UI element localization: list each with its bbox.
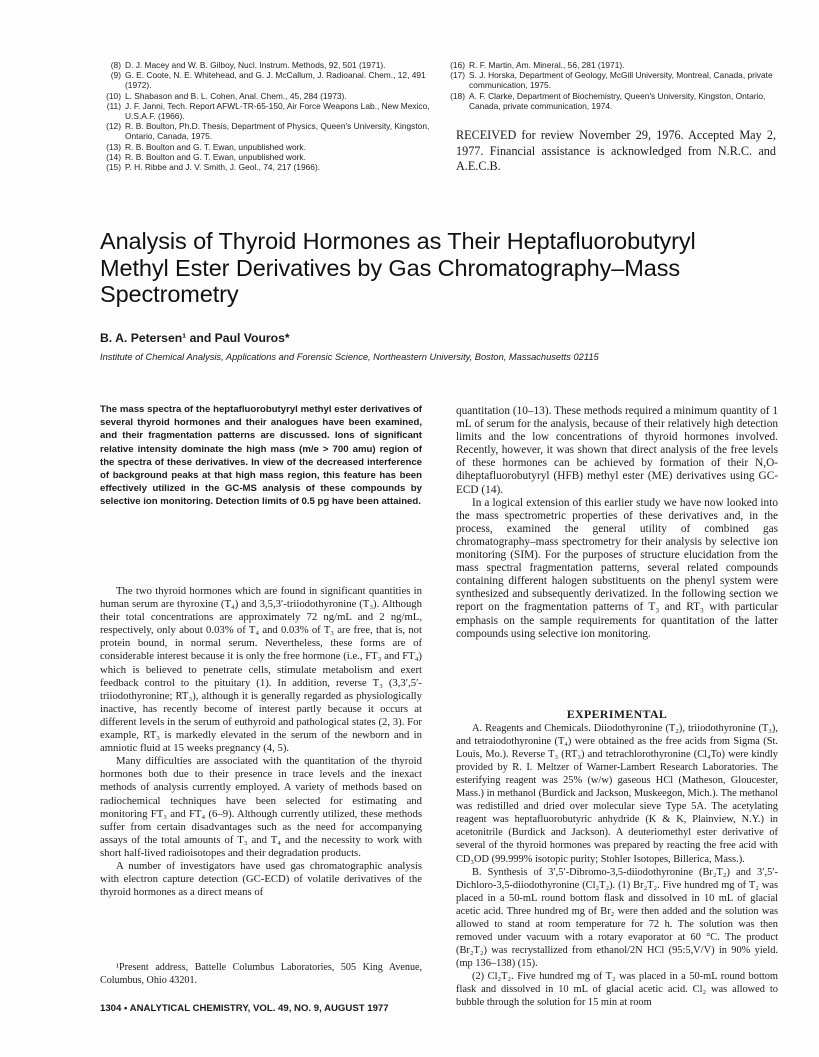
reference-item: (18) A. F. Clarke, Department of Biochemistry, Queen's University, Kingston, Ontario, Canada, private communication, 1974.	[450, 90, 766, 111]
paragraph: Many difficulties are associated with the quantitation of the thyroid hormones both due to their presence in trace levels and the inexact methods of analysis currently employed. A variety of methods based on radiochemical techniques have been selected for estimating and monitoring FT₃ and FT₄ (6–9). Although currently utilized, these methods suffer from certain disadvantages such as the need for accompanying assays of the total amounts of T₃ and T₄ and the necessity to work with short half-lived radioisotopes and their degradation products.	[100, 755, 422, 859]
paragraph: B. Synthesis of 3′,5′-Dibromo-3,5-diiodothyronine (Br₂T₂) and 3′,5′-Dichloro-3,5-diiodothyronine (Cl₂T₂). (1) Br₂T₂. Five hundred mg of T₂ was placed in a 50-mL round bottom flask and dissolved in 10 mL of glacial acetic acid. Three hundred mg of Br₂ were then added and the solution was allowed to stand at room temperature for 72 h. The solution was then removed under vacuum with a rotary evaporator at 60 °C. The product (Br₂T₂) was recrystallized from ethanol/2N HCl (95:5,V/V) in 90% yield. (mp 136–138) (15).	[456, 866, 778, 969]
footnote: ¹Present address, Battelle Columbus Laboratories, 505 King Avenue, Columbus, Ohio 43201.	[100, 962, 422, 986]
page-footer: 1304 • ANALYTICAL CHEMISTRY, VOL. 49, NO. 9, AUGUST 1977	[100, 1003, 389, 1014]
references-right	[445, 60, 777, 111]
paragraph: quantitation (10–13). These methods required a minimum quantity of 1 mL of serum for the analysis, because of their relatively high detection limits and the low concentrations of thyroid hormones involved. Recently, however, it was shown that direct analysis of the free levels of these hormones can be achieved by formation of their N,O-diheptafluorobutyryl (HFB) methyl ester (ME) derivatives using GC-ECD (14).	[456, 405, 778, 496]
section-heading: EXPERIMENTAL	[566, 707, 668, 721]
reference-item: (14) R. B. Boulton and G. T. Ewan, unpublished work.	[106, 151, 306, 162]
reference-item: (13) R. B. Boulton and G. T. Ewan, unpublished work.	[106, 141, 306, 152]
references-left	[101, 60, 431, 172]
abstract: The mass spectra of the heptafluorobutyryl methyl ester derivatives of several thyroid hormones and their analogues have been examined, and their fragmentation patterns are discussed. Ions of significant relative intensity dominate the high mass (m/e > 700 amu) region of the spectra of these derivatives. In view of the decreased interference of background peaks at that high mass region, this feature has been effectively utilized in the GC-MS analysis of these compounds by selective ion monitoring. Detection limits of 0.5 pg have been attained.	[100, 404, 422, 508]
paragraph: In a logical extension of this earlier study we have now looked into the mass spectrometric properties of these derivatives and, in the process, examined the general utility of combined gas chromatography–mass spectrometry for their analysis by selective ion monitoring (SIM). For the purposes of structure elucidation from the mass spectral fragmentation patterns, several related compounds containing different halogen substituents on the phenyl system were synthesized and subsequently derivatized. In the following section we report on the fragmentation patterns of T₃ and RT₃ with particular emphasis on the sample requirements for quantitation of the latter compounds using selective ion monitoring.	[456, 496, 778, 640]
paragraph: A number of investigators have used gas chromatographic analysis with electron capture detection (GC-ECD) of volatile derivatives of the thyroid hormones as a direct means of	[100, 859, 422, 899]
paragraph: The two thyroid hormones which are found in significant quantities in human serum are thyroxine (T₄) and 3,5,3′-triiodothyronine (T₃). Although their total concentrations are approximately 72 ng/mL and 2 ng/mL, respectively, only about 0.03% of T₄ and 0.03% of T₃ are free, that is, not protein bound, in normal serum. Nevertheless, these forms are of considerable interest because it is only the free hormone (i.e., FT₃ and FT₄) which is believed to penetrate cells, stimulate metabolism and exert feedback control to the pituitary (1). In addition, reverse T₃ (3,3′,5′-triiodothyronine; RT₃), although it is generally regarded as physiologically inactive, has recently become of interest partly because it occurs at different levels in the serum of euthyroid and pathological states (2, 3). For example, RT₃ is markedly elevated in the serum of the newborn and in amniotic fluid at 15 weeks pregnancy (4, 5).	[100, 585, 422, 755]
reference-item: (10) L. Shabason and B. L. Cohen, Anal. Chem., 45, 284 (1973).	[106, 90, 347, 101]
authors: B. A. Petersen¹ and Paul Vouros*	[100, 331, 290, 345]
paragraph: A. Reagents and Chemicals. Diiodothyronine (T₂), triiodothyronine (T₃), and tetraiodothyronine (T₄) were obtained as the free acids from Sigma (St. Louis, Mo.). Reverse T₃ (RT₃) and tetrachlorothyronine (Cl₄To) were kindly provided by R. I. Meltzer of Warner-Lambert Research Laboratories. The esterifying reagent was 25% (w/w) gaseous HCl (Matheson, Gloucester, Mass.) in methanol (Burdick and Jackson, Muskeegon, Mich.). The methanol was redistilled and dried over molecular sieve Type 5A. The acetylating reagent was heptafluorobutyric anhydride (K & K, Plainview, N.Y.) in acetonitrile (Burdick and Jackson). A deuteriomethyl ester derivative of several of the thyroid hormones was prepared by reacting the free acid with CD₃OD (99.999% isotopic purity; Stohler Isotopes, Billerica, Mass.).	[456, 723, 778, 865]
title-line: Methyl Ester Derivatives by Gas Chromatography–Mass	[100, 254, 681, 281]
reference-item: (15) P. H. Ribbe and J. V. Smith, J. Geol., 74, 217 (1966).	[106, 162, 321, 173]
right-column-intro	[456, 405, 778, 641]
left-column-body	[100, 585, 422, 899]
reference-item: (11) J. F. Janni, Tech. Report AFWL-TR-65-150, Air Force Weapons Lab., New Mexico, U.S.A.F. (1966).	[106, 100, 430, 122]
paragraph: (2) Cl₂T₂. Five hundred mg of T₂ was placed in a 50-mL round bottom flask and dissolved in 10 mL of glacial acetic acid. Cl₂ was allowed to bubble through the solution for 15 min at room	[456, 970, 778, 1009]
reference-item: (8) D. J. Macey and W. B. Gilboy, Nucl. Instrum. Methods, 92, 501 (1971).	[110, 60, 386, 70]
paper-title	[100, 228, 790, 308]
reference-item: (16) R. F. Martin, Am. Mineral., 56, 281 (1971).	[450, 60, 625, 70]
title-line: Analysis of Thyroid Hormones as Their Heptafluorobutyryl	[100, 228, 696, 254]
reference-item: (17) S. J. Horska, Department of Geology, McGill University, Montreal, Canada, private communication, 1975.	[450, 70, 773, 91]
title-line: Spectrometry	[100, 281, 239, 307]
affiliation: Institute of Chemical Analysis, Applications and Forensic Science, Northeastern University, Boston, Massachusetts 02115	[100, 352, 599, 362]
reference-item: (12) R. B. Boulton, Ph.D. Thesis, Department of Physics, Queen's University, Kingston, Ontario, Canada, 1975.	[106, 121, 430, 142]
received-note: RECEIVED for review November 29, 1976. Accepted May 2, 1977. Financial assistance is acknowledged from N.R.C. and A.E.C.B.	[456, 128, 776, 173]
experimental-section	[456, 707, 778, 1009]
reference-item: (9) G. E. Coote, N. E. Whitehead, and G. J. McCallum, J. Radioanal. Chem., 12, 491 (1972).	[110, 70, 426, 91]
